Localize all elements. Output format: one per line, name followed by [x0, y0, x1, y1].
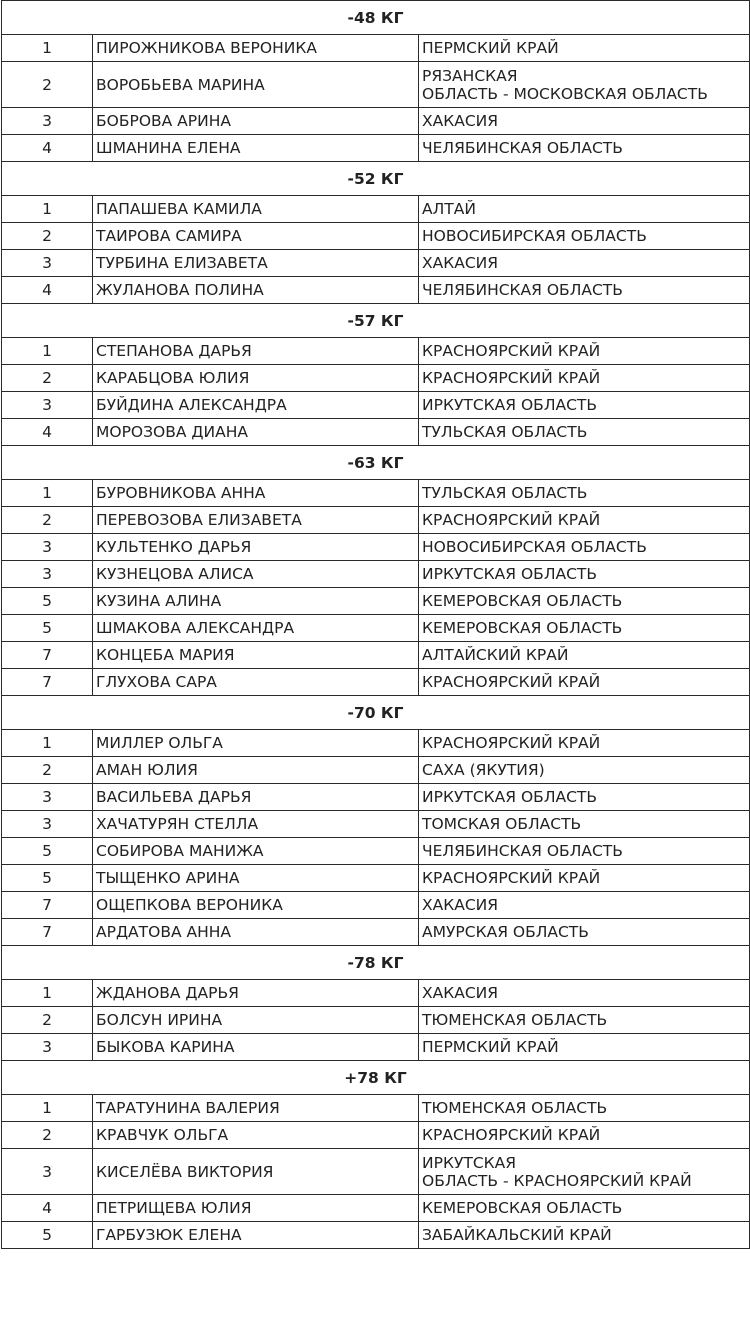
- athlete-name-cell: ШМАНИНА ЕЛЕНА: [93, 135, 419, 162]
- athlete-name-cell: ТАИРОВА САМИРА: [93, 223, 419, 250]
- region-cell: [419, 1122, 750, 1149]
- region-text: ОБЛАСТЬ - КРАСНОЯРСКИЙ КРАЙ: [422, 1171, 692, 1190]
- region-text: АЛТАЙСКИЙ КРАЙ: [422, 646, 569, 664]
- region-cell: [419, 35, 750, 62]
- place-cell: 2: [2, 1007, 93, 1034]
- place-cell: 3: [2, 784, 93, 811]
- place-cell: 7: [2, 642, 93, 669]
- table-row: [2, 588, 750, 615]
- region-text: ПЕРМСКИЙ КРАЙ: [422, 39, 559, 57]
- table-row: [2, 1195, 750, 1222]
- region-text: РЯЗАНСКАЯ: [422, 66, 518, 85]
- region-text: АЛТАЙ: [422, 200, 476, 218]
- table-row: [2, 419, 750, 446]
- region-text: КРАСНОЯРСКИЙ КРАЙ: [422, 342, 601, 360]
- region-text: КЕМЕРОВСКАЯ ОБЛАСТЬ: [422, 592, 623, 610]
- table-row: [2, 757, 750, 784]
- athlete-name-cell: КУЗИНА АЛИНА: [93, 588, 419, 615]
- region-cell: [419, 980, 750, 1007]
- region-cell: [419, 1222, 750, 1249]
- place-cell: 7: [2, 892, 93, 919]
- athlete-name-cell: КУЛЬТЕНКО ДАРЬЯ: [93, 534, 419, 561]
- place-cell: 4: [2, 419, 93, 446]
- table-row: [2, 919, 750, 946]
- table-row: [2, 534, 750, 561]
- weight-category-title: -78 КГ: [2, 946, 750, 980]
- region-cell: [419, 669, 750, 696]
- place-cell: 1: [2, 730, 93, 757]
- athlete-name-cell: КАРАБЦОВА ЮЛИЯ: [93, 365, 419, 392]
- place-cell: 3: [2, 811, 93, 838]
- table-row: [2, 480, 750, 507]
- region-text: КРАСНОЯРСКИЙ КРАЙ: [422, 734, 601, 752]
- region-text: ОБЛАСТЬ - МОСКОВСКАЯ ОБЛАСТЬ: [422, 84, 708, 103]
- table-row: [2, 1149, 750, 1195]
- region-cell: [419, 419, 750, 446]
- weight-category-header: [2, 1, 750, 35]
- region-cell: [419, 1095, 750, 1122]
- place-cell: 3: [2, 561, 93, 588]
- place-cell: 3: [2, 392, 93, 419]
- region-text: ЧЕЛЯБИНСКАЯ ОБЛАСТЬ: [422, 842, 623, 860]
- table-row: [2, 669, 750, 696]
- athlete-name-cell: КУЗНЕЦОВА АЛИСА: [93, 561, 419, 588]
- athlete-name-cell: ПИРОЖНИКОВА ВЕРОНИКА: [93, 35, 419, 62]
- athlete-name-cell: ВАСИЛЬЕВА ДАРЬЯ: [93, 784, 419, 811]
- place-cell: 1: [2, 338, 93, 365]
- region-cell: [419, 365, 750, 392]
- region-text: ХАКАСИЯ: [422, 112, 499, 130]
- region-cell: [419, 784, 750, 811]
- place-cell: 3: [2, 108, 93, 135]
- place-cell: 4: [2, 135, 93, 162]
- region-cell: [419, 919, 750, 946]
- weight-category-header: [2, 696, 750, 730]
- place-cell: 5: [2, 865, 93, 892]
- athlete-name-cell: БОЛСУН ИРИНА: [93, 1007, 419, 1034]
- place-cell: 3: [2, 1034, 93, 1061]
- place-cell: 3: [2, 1149, 93, 1195]
- region-cell: [419, 250, 750, 277]
- athlete-name-cell: ТАРАТУНИНА ВАЛЕРИЯ: [93, 1095, 419, 1122]
- athlete-name-cell: ГЛУХОВА САРА: [93, 669, 419, 696]
- athlete-name-cell: БОБРОВА АРИНА: [93, 108, 419, 135]
- region-cell: [419, 62, 750, 108]
- table-row: [2, 223, 750, 250]
- region-text: ТУЛЬСКАЯ ОБЛАСТЬ: [422, 423, 588, 441]
- place-cell: 4: [2, 277, 93, 304]
- region-text: ИРКУТСКАЯ ОБЛАСТЬ: [422, 396, 598, 414]
- region-text: КРАСНОЯРСКИЙ КРАЙ: [422, 511, 601, 529]
- region-cell: [419, 811, 750, 838]
- region-text: КРАСНОЯРСКИЙ КРАЙ: [422, 1126, 601, 1144]
- table-row: [2, 784, 750, 811]
- athlete-name-cell: МОРОЗОВА ДИАНА: [93, 419, 419, 446]
- athlete-name-cell: ЖУЛАНОВА ПОЛИНА: [93, 277, 419, 304]
- region-cell: [419, 507, 750, 534]
- weight-category-title: +78 КГ: [2, 1061, 750, 1095]
- table-row: [2, 250, 750, 277]
- place-cell: 5: [2, 588, 93, 615]
- region-text: САХА (ЯКУТИЯ): [422, 761, 545, 779]
- athlete-name-cell: ТЫЩЕНКО АРИНА: [93, 865, 419, 892]
- region-text: ХАКАСИЯ: [422, 896, 499, 914]
- athlete-name-cell: МИЛЛЕР ОЛЬГА: [93, 730, 419, 757]
- region-cell: [419, 277, 750, 304]
- place-cell: 2: [2, 365, 93, 392]
- results-table: [1, 0, 750, 1249]
- region-cell: [419, 108, 750, 135]
- weight-category-title: -48 КГ: [2, 1, 750, 35]
- region-cell: [419, 757, 750, 784]
- region-text: ИРКУТСКАЯ ОБЛАСТЬ: [422, 788, 598, 806]
- table-row: [2, 62, 750, 108]
- athlete-name-cell: ХАЧАТУРЯН СТЕЛЛА: [93, 811, 419, 838]
- region-cell: [419, 615, 750, 642]
- region-text: КРАСНОЯРСКИЙ КРАЙ: [422, 369, 601, 387]
- table-row: [2, 730, 750, 757]
- place-cell: 2: [2, 62, 93, 108]
- place-cell: 5: [2, 1222, 93, 1249]
- region-text: ТЮМЕНСКАЯ ОБЛАСТЬ: [422, 1011, 608, 1029]
- region-text: ИРКУТСКАЯ: [422, 1153, 517, 1172]
- region-text: КРАСНОЯРСКИЙ КРАЙ: [422, 869, 601, 887]
- weight-category-header: [2, 946, 750, 980]
- place-cell: 1: [2, 35, 93, 62]
- table-row: [2, 892, 750, 919]
- place-cell: 2: [2, 757, 93, 784]
- weight-category-header: [2, 162, 750, 196]
- athlete-name-cell: ПЕТРИЩЕВА ЮЛИЯ: [93, 1195, 419, 1222]
- region-text: ХАКАСИЯ: [422, 254, 499, 272]
- athlete-name-cell: АМАН ЮЛИЯ: [93, 757, 419, 784]
- weight-category-title: -52 КГ: [2, 162, 750, 196]
- place-cell: 1: [2, 196, 93, 223]
- region-text: НОВОСИБИРСКАЯ ОБЛАСТЬ: [422, 538, 647, 556]
- athlete-name-cell: АРДАТОВА АННА: [93, 919, 419, 946]
- region-text: ТУЛЬСКАЯ ОБЛАСТЬ: [422, 484, 588, 502]
- region-cell: [419, 1007, 750, 1034]
- place-cell: 4: [2, 1195, 93, 1222]
- table-row: [2, 811, 750, 838]
- table-row: [2, 615, 750, 642]
- place-cell: 2: [2, 223, 93, 250]
- weight-category-title: -57 КГ: [2, 304, 750, 338]
- athlete-name-cell: ГАРБУЗЮК ЕЛЕНА: [93, 1222, 419, 1249]
- weight-category-header: [2, 304, 750, 338]
- table-row: [2, 980, 750, 1007]
- region-text: КЕМЕРОВСКАЯ ОБЛАСТЬ: [422, 1199, 623, 1217]
- region-text: ЧЕЛЯБИНСКАЯ ОБЛАСТЬ: [422, 281, 623, 299]
- athlete-name-cell: ОЩЕПКОВА ВЕРОНИКА: [93, 892, 419, 919]
- athlete-name-cell: КОНЦЕБА МАРИЯ: [93, 642, 419, 669]
- table-row: [2, 1095, 750, 1122]
- region-text: ТЮМЕНСКАЯ ОБЛАСТЬ: [422, 1099, 608, 1117]
- region-cell: [419, 338, 750, 365]
- table-row: [2, 338, 750, 365]
- region-cell: [419, 1195, 750, 1222]
- region-cell: [419, 642, 750, 669]
- table-row: [2, 561, 750, 588]
- table-row: [2, 108, 750, 135]
- place-cell: 3: [2, 534, 93, 561]
- region-cell: [419, 392, 750, 419]
- region-cell: [419, 223, 750, 250]
- weight-category-header: [2, 446, 750, 480]
- region-cell: [419, 865, 750, 892]
- weight-category-header: [2, 1061, 750, 1095]
- place-cell: 7: [2, 669, 93, 696]
- region-text: КЕМЕРОВСКАЯ ОБЛАСТЬ: [422, 619, 623, 637]
- place-cell: 5: [2, 838, 93, 865]
- table-row: [2, 35, 750, 62]
- table-row: [2, 1034, 750, 1061]
- place-cell: 2: [2, 1122, 93, 1149]
- region-text: ХАКАСИЯ: [422, 984, 499, 1002]
- athlete-name-cell: БУРОВНИКОВА АННА: [93, 480, 419, 507]
- region-cell: [419, 561, 750, 588]
- region-text: КРАСНОЯРСКИЙ КРАЙ: [422, 673, 601, 691]
- athlete-name-cell: ЖДАНОВА ДАРЬЯ: [93, 980, 419, 1007]
- region-text: АМУРСКАЯ ОБЛАСТЬ: [422, 923, 589, 941]
- place-cell: 1: [2, 980, 93, 1007]
- athlete-name-cell: СТЕПАНОВА ДАРЬЯ: [93, 338, 419, 365]
- place-cell: 5: [2, 615, 93, 642]
- athlete-name-cell: БУЙДИНА АЛЕКСАНДРА: [93, 392, 419, 419]
- region-text: НОВОСИБИРСКАЯ ОБЛАСТЬ: [422, 227, 647, 245]
- place-cell: 2: [2, 507, 93, 534]
- region-cell: [419, 480, 750, 507]
- table-row: [2, 196, 750, 223]
- table-row: [2, 392, 750, 419]
- region-cell: [419, 196, 750, 223]
- weight-category-title: -70 КГ: [2, 696, 750, 730]
- table-row: [2, 642, 750, 669]
- athlete-name-cell: СОБИРОВА МАНИЖА: [93, 838, 419, 865]
- region-cell: [419, 534, 750, 561]
- athlete-name-cell: КИСЕЛЁВА ВИКТОРИЯ: [93, 1149, 419, 1195]
- table-row: [2, 838, 750, 865]
- athlete-name-cell: ШМАКОВА АЛЕКСАНДРА: [93, 615, 419, 642]
- athlete-name-cell: ВОРОБЬЕВА МАРИНА: [93, 62, 419, 108]
- region-text: ТОМСКАЯ ОБЛАСТЬ: [422, 815, 582, 833]
- athlete-name-cell: БЫКОВА КАРИНА: [93, 1034, 419, 1061]
- region-text: ИРКУТСКАЯ ОБЛАСТЬ: [422, 565, 598, 583]
- table-row: [2, 1122, 750, 1149]
- region-text: ЗАБАЙКАЛЬСКИЙ КРАЙ: [422, 1226, 612, 1244]
- athlete-name-cell: ТУРБИНА ЕЛИЗАВЕТА: [93, 250, 419, 277]
- region-cell: [419, 1034, 750, 1061]
- region-cell: [419, 588, 750, 615]
- place-cell: 1: [2, 480, 93, 507]
- region-cell: [419, 838, 750, 865]
- table-row: [2, 135, 750, 162]
- region-text: ПЕРМСКИЙ КРАЙ: [422, 1038, 559, 1056]
- athlete-name-cell: ПЕРЕВОЗОВА ЕЛИЗАВЕТА: [93, 507, 419, 534]
- table-row: [2, 1007, 750, 1034]
- place-cell: 7: [2, 919, 93, 946]
- region-cell: [419, 1149, 750, 1195]
- table-row: [2, 507, 750, 534]
- table-row: [2, 277, 750, 304]
- table-row: [2, 865, 750, 892]
- athlete-name-cell: ПАПАШЕВА КАМИЛА: [93, 196, 419, 223]
- table-row: [2, 1222, 750, 1249]
- results-body: [2, 1, 750, 1249]
- region-cell: [419, 135, 750, 162]
- place-cell: 3: [2, 250, 93, 277]
- region-cell: [419, 730, 750, 757]
- table-row: [2, 365, 750, 392]
- place-cell: 1: [2, 1095, 93, 1122]
- region-cell: [419, 892, 750, 919]
- weight-category-title: -63 КГ: [2, 446, 750, 480]
- athlete-name-cell: КРАВЧУК ОЛЬГА: [93, 1122, 419, 1149]
- region-text: ЧЕЛЯБИНСКАЯ ОБЛАСТЬ: [422, 139, 623, 157]
